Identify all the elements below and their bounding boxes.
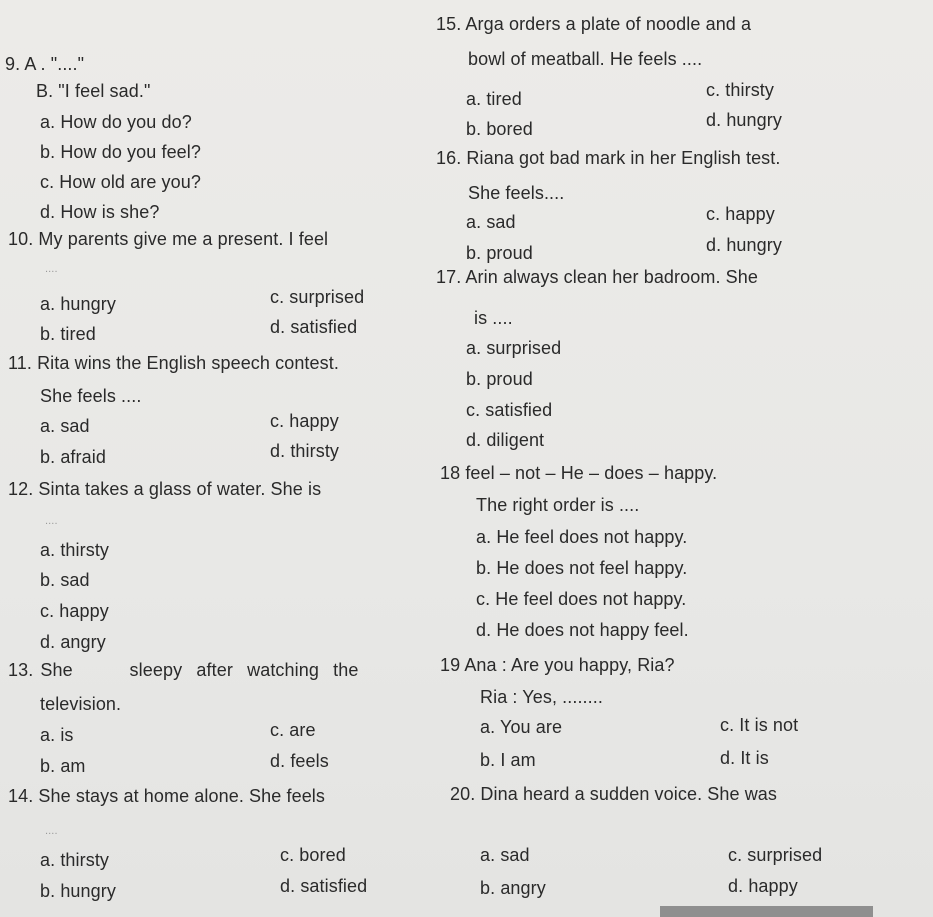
q20-option-b: b. angry: [480, 878, 546, 898]
q17-stem: 17. Arin always clean her badroom. She: [436, 267, 758, 287]
q11-option-a: a. sad: [40, 416, 90, 436]
q14-option-b: b. hungry: [40, 881, 116, 901]
q19-option-d: d. It is: [720, 748, 769, 768]
q15-option-d: d. hungry: [706, 110, 782, 130]
q13-option-a: a. is: [40, 725, 74, 745]
q16-option-a: a. sad: [466, 212, 516, 232]
q11-option-b: b. afraid: [40, 447, 106, 467]
q18-option-a: a. He feel does not happy.: [476, 527, 688, 547]
q12-stem: 12. Sinta takes a glass of water. She is: [8, 479, 322, 499]
q18-option-c: c. He feel does not happy.: [476, 589, 687, 609]
q10-blank: ....: [45, 263, 58, 275]
q10-option-b: b. tired: [40, 324, 96, 344]
q16-option-d: d. hungry: [706, 235, 782, 255]
q19-stem: 19 Ana : Are you happy, Ria?: [440, 655, 675, 675]
q14-blank: ....: [45, 825, 58, 837]
q9-option-a: a. How do you do?: [40, 112, 192, 132]
q16-stem-continued: She feels....: [468, 183, 565, 203]
q11-stem-continued: She feels ....: [40, 386, 142, 406]
q10-stem: 10. My parents give me a present. I feel: [8, 229, 329, 249]
q9-speaker-a: 9. A . "....": [5, 54, 85, 74]
q11-stem: 11. Rita wins the English speech contest.: [8, 353, 339, 373]
q18-stem: 18 feel – not – He – does – happy.: [440, 463, 718, 483]
q14-option-a: a. thirsty: [40, 850, 110, 870]
q20-option-c: c. surprised: [728, 845, 823, 865]
q15-option-a: a. tired: [466, 89, 522, 109]
q16-stem: 16. Riana got bad mark in her English test.: [436, 148, 781, 168]
q15-option-b: b. bored: [466, 119, 533, 139]
q20-option-d: d. happy: [728, 876, 798, 896]
q11-option-d: d. thirsty: [270, 441, 340, 461]
q15-option-c: c. thirsty: [706, 80, 775, 100]
q16-option-c: c. happy: [706, 204, 775, 224]
q19-stem-continued: Ria : Yes, ........: [480, 687, 603, 707]
q11-option-c: c. happy: [270, 411, 339, 431]
q10-option-d: d. satisfied: [270, 317, 358, 337]
q16-option-b: b. proud: [466, 243, 533, 263]
q17-option-b: b. proud: [466, 369, 533, 389]
q13-option-b: b. am: [40, 756, 86, 776]
q17-option-a: a. surprised: [466, 338, 562, 358]
q14-option-d: d. satisfied: [280, 876, 368, 896]
q19-option-b: b. I am: [480, 750, 536, 770]
q14-stem: 14. She stays at home alone. She feels: [8, 786, 325, 806]
q12-option-b: b. sad: [40, 570, 90, 590]
q13-option-d: d. feels: [270, 751, 329, 771]
q15-stem: 15. Arga orders a plate of noodle and a: [436, 14, 752, 34]
q9-option-c: c. How old are you?: [40, 172, 201, 192]
q17-option-c: c. satisfied: [466, 400, 553, 420]
q12-option-a: a. thirsty: [40, 540, 110, 560]
q18-stem-continued: The right order is ....: [476, 495, 640, 515]
q14-option-c: c. bored: [280, 845, 346, 865]
q13-stem: 13. She sleepy after watching the: [8, 660, 359, 680]
q12-option-d: d. angry: [40, 632, 106, 652]
q13-stem-continued: television.: [40, 694, 122, 714]
q9-option-b: b. How do you feel?: [40, 142, 201, 162]
q9-option-d: d. How is she?: [40, 202, 160, 222]
q12-option-c: c. happy: [40, 601, 109, 621]
q20-stem: 20. Dina heard a sudden voice. She was: [450, 784, 778, 804]
q10-option-c: c. surprised: [270, 287, 365, 307]
q20-option-a: a. sad: [480, 845, 530, 865]
q18-option-b: b. He does not feel happy.: [476, 558, 688, 578]
q12-blank: ....: [45, 515, 58, 527]
q9-speaker-b: B. "I feel sad.": [36, 81, 151, 101]
q13-option-c: c. are: [270, 720, 316, 740]
q17-stem-continued: is ....: [474, 308, 513, 328]
q10-option-a: a. hungry: [40, 294, 116, 314]
q17-option-d: d. diligent: [466, 430, 545, 450]
page-edge-shadow: [660, 906, 873, 917]
q19-option-c: c. It is not: [720, 715, 799, 735]
q19-option-a: a. You are: [480, 717, 563, 737]
q15-stem-continued: bowl of meatball. He feels ....: [468, 49, 703, 69]
q18-option-d: d. He does not happy feel.: [476, 620, 689, 640]
